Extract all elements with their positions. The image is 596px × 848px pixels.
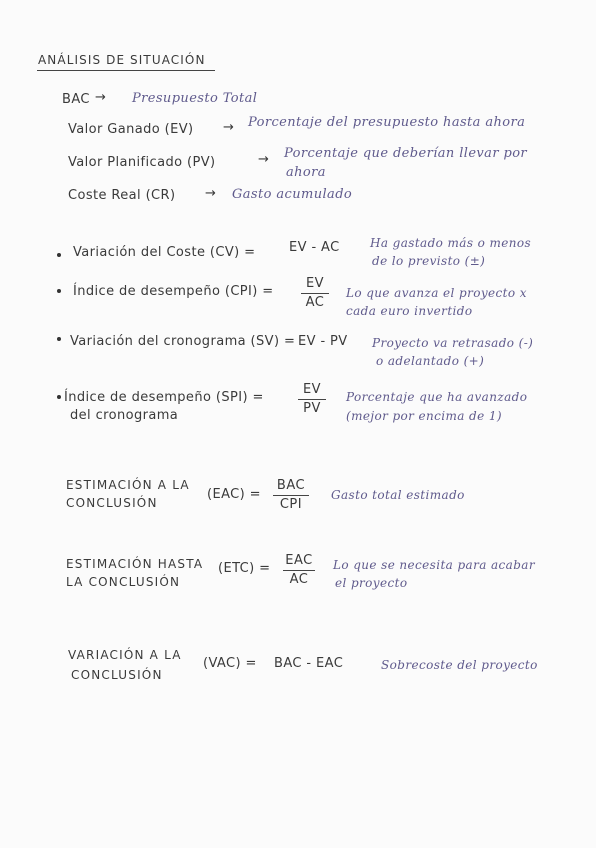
fraction-numerator: EAC — [285, 553, 313, 568]
estimate-vac-note: Sobrecoste del proyecto — [381, 658, 538, 672]
indicator-cpi-note-line2: cada euro invertido — [346, 304, 473, 318]
indicator-sv-note-line2: o adelantado (+) — [376, 354, 485, 368]
estimate-eac-name-line1: ESTIMACIÓN A LA — [66, 478, 190, 492]
indicator-sv-note-line1: Proyecto va retrasado (-) — [372, 336, 534, 350]
indicator-spi-label-line1: Índice de desempeño (SPI) = — [64, 390, 264, 405]
definition-term-bac: BAC — [62, 92, 90, 107]
estimate-etc-fraction — [282, 552, 316, 589]
fraction-numerator: BAC — [276, 478, 306, 493]
definition-meaning-pv-line2: ahora — [286, 165, 326, 180]
estimate-etc-name-line2: LA CONCLUSIÓN — [66, 575, 181, 589]
arrow-icon: → — [95, 90, 107, 105]
indicator-cpi-label: Índice de desempeño (CPI) = — [73, 284, 274, 299]
bullet-icon — [57, 253, 61, 257]
estimate-eac-note: Gasto total estimado — [331, 488, 465, 502]
indicator-spi-label-line2: del cronograma — [70, 408, 179, 423]
indicator-sv-formula: EV - PV — [298, 334, 348, 349]
estimate-etc-name-line1: ESTIMACIÓN HASTA — [66, 557, 204, 571]
estimate-vac-abbr: (VAC) = — [203, 656, 257, 671]
fraction-denominator: CPI — [279, 497, 303, 512]
indicator-sv-label: Variación del cronograma (SV) = — [70, 334, 296, 349]
page-title: ANÁLISIS DE SITUACIÓN — [38, 53, 206, 67]
indicator-spi-note-line1: Porcentaje que ha avanzado — [346, 390, 528, 404]
definition-term-pv: Valor Planificado (PV) — [68, 155, 216, 170]
definition-meaning-cr: Gasto acumulado — [232, 187, 353, 202]
definition-term-cr: Coste Real (CR) — [68, 188, 176, 203]
fraction-numerator: EV — [305, 276, 325, 291]
estimate-etc-note-line2: el proyecto — [335, 576, 408, 590]
indicator-cpi-note-line1: Lo que avanza el proyecto x — [346, 286, 527, 300]
definition-term-ev: Valor Ganado (EV) — [68, 122, 194, 137]
fraction-denominator: AC — [289, 572, 309, 587]
definition-meaning-ev: Porcentaje del presupuesto hasta ahora — [248, 115, 526, 130]
bullet-icon — [57, 337, 61, 341]
indicator-cv-label: Variación del Coste (CV) = — [73, 245, 256, 260]
indicator-spi-note-line2: (mejor por encima de 1) — [346, 409, 502, 423]
bullet-icon — [57, 289, 61, 293]
bullet-icon — [57, 395, 61, 399]
indicator-cv-note-line1: Ha gastado más o menos — [370, 236, 532, 250]
estimate-eac-fraction — [272, 477, 310, 514]
definition-meaning-pv-line1: Porcentaje que deberían llevar por — [284, 146, 528, 161]
definition-meaning-bac: Presupuesto Total — [132, 91, 258, 106]
estimate-eac-abbr: (EAC) = — [207, 487, 261, 502]
estimate-vac-formula: BAC - EAC — [274, 656, 344, 671]
indicator-cpi-fraction — [300, 275, 330, 312]
indicator-spi-fraction — [297, 381, 327, 418]
estimate-etc-note-line1: Lo que se necesita para acabar — [333, 558, 535, 572]
estimate-vac-name-line1: VARIACIÓN A LA — [68, 648, 182, 662]
fraction-numerator: EV — [302, 382, 322, 397]
fraction-denominator: AC — [305, 295, 325, 310]
fraction-denominator: PV — [303, 401, 321, 416]
arrow-icon: → — [223, 120, 235, 135]
indicator-cv-note-line2: de lo previsto (±) — [372, 254, 486, 268]
title-underline — [37, 70, 215, 71]
arrow-icon: → — [205, 186, 217, 201]
estimate-vac-name-line2: CONCLUSIÓN — [71, 668, 163, 682]
indicator-cv-formula: EV - AC — [289, 240, 340, 255]
arrow-icon: → — [258, 152, 270, 167]
estimate-etc-abbr: (ETC) = — [218, 561, 271, 576]
estimate-eac-name-line2: CONCLUSIÓN — [66, 496, 158, 510]
